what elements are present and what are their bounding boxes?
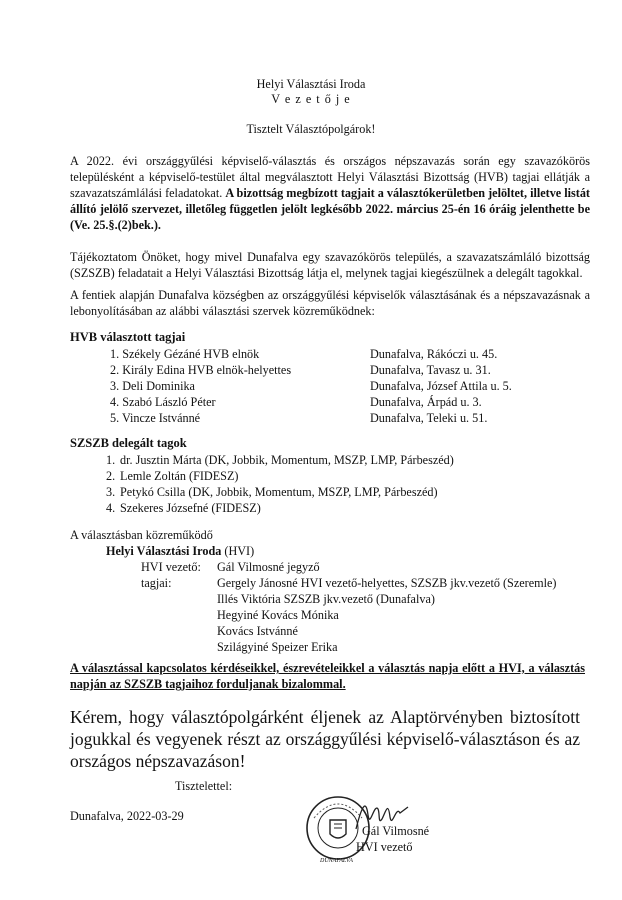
- hvb-heading: HVB választott tagjai: [70, 330, 186, 344]
- szszb-member-name: Szekeres Józsefné (FIDESZ): [120, 501, 261, 515]
- hvb-member-address: Dunafalva, Rákóczi u. 45.: [370, 347, 498, 361]
- szszb-member: [106, 500, 261, 516]
- regards: Tisztelettel:: [175, 779, 233, 793]
- szszb-member-name: dr. Jusztin Márta (DK, Jobbik, Momentum, MSZP, LMP, Párbeszéd): [120, 453, 454, 467]
- hvb-member-name: 1. Székely Gézáné HVB elnök: [110, 347, 260, 361]
- hvb-member-address: Dunafalva, Árpád u. 3.: [370, 395, 482, 409]
- hvb-member-address: Dunafalva, Tavasz u. 31.: [370, 363, 491, 377]
- szszb-member-number: 1.: [106, 453, 116, 467]
- hvi-member: Kovács Istvánné: [217, 624, 298, 638]
- szszb-member-name: Lemle Zoltán (FIDESZ): [120, 469, 239, 483]
- hvi-abbr: (HVI): [224, 544, 255, 558]
- signature-name: Gál Vilmosné: [362, 824, 430, 838]
- szszb-member: [106, 452, 454, 468]
- szszb-member-name: Petykó Csilla (DK, Jobbik, Momentum, MSZP, LMP, Párbeszéd): [120, 485, 438, 499]
- hvi-member: Szilágyiné Speizer Erika: [217, 640, 338, 654]
- szszb-member: [106, 468, 238, 484]
- closing-text: Kérem, hogy választópolgárként éljenek az Alaptörvényben biztosított jogukkal és vegyenek részt az országgyűlési képviselő-választáson és az országos népszavazáson!: [70, 707, 580, 771]
- hvb-member-name: 5. Vincze Istvánné: [110, 411, 201, 425]
- info-paragraph-2: A fentiek alapján Dunafalva községben az országgyűlési képviselők választásának és a népszavazásnak a lebonyolításában az alábbi választási szervek közreműködnek:: [70, 288, 590, 318]
- info-paragraph: Tájékoztatom Önöket, hogy mivel Dunafalva egy szavazókörös település, a szavazatszámláló bizottság (SZSZB) feladatait a Helyi Választási Bizottság látja el, melynek tagjai kiegészülnek a delegált tagokkal.: [70, 250, 590, 280]
- szszb-member-number: 4.: [106, 501, 116, 515]
- hvb-member-name: 2. Király Edina HVB elnök-helyettes: [110, 363, 292, 377]
- hvb-member-address: Dunafalva, József Attila u. 5.: [370, 379, 512, 393]
- hvi-leader-name: Gál Vilmosné jegyző: [217, 560, 320, 574]
- intro-bold: A bizottság megbízott tagjait a választókerületben jelöltet, illetve listát állító jelölő szervezet, illetőleg független jelölt legkésőbb 2022. március 25-én 16 óráig jelenthette be (Ve. 25.§.(2)bek.).: [70, 186, 590, 232]
- hvi-title: Helyi Választási Iroda: [106, 544, 222, 558]
- hvi-intro: A választásban közreműködő: [70, 528, 213, 542]
- hvi-title-line: [106, 543, 254, 559]
- hvb-member-address: Dunafalva, Teleki u. 51.: [370, 411, 488, 425]
- hvi-leader-label: HVI vezető:: [141, 560, 201, 574]
- office-title: Helyi Választási Iroda: [256, 77, 366, 91]
- szszb-member-number: 3.: [106, 485, 116, 499]
- hvi-member: Hegyiné Kovács Mónika: [217, 608, 339, 622]
- szszb-member-number: 2.: [106, 469, 116, 483]
- hvb-member-name: 4. Szabó László Péter: [110, 395, 216, 409]
- szszb-member: [106, 484, 438, 500]
- place-date: Dunafalva, 2022-03-29: [70, 809, 184, 823]
- intro-paragraph: [70, 153, 590, 233]
- hvi-member: Illés Viktória SZSZB jkv.vezető (Dunafalva): [217, 592, 435, 606]
- stamp-text: DUNAFALVA: [320, 858, 353, 864]
- szszb-heading: SZSZB delegált tagok: [70, 436, 187, 450]
- hvi-members-label: tagjai:: [141, 576, 172, 590]
- signature-title: HVI vezető: [356, 840, 413, 854]
- hvi-member: Gergely Jánosné HVI vezető-helyettes, SZSZB jkv.vezető (Szeremle): [217, 576, 557, 590]
- office-role: V e z e t ő j e: [271, 92, 351, 106]
- intro-normal: A 2022. évi országgyűlési képviselő-választás és országos népszavazás során egy szavazókörös településként a képviselő-testület által megválasztott Helyi Választási Bizottság (HVB) tagjai ellátják a szavazatszámlálási feladatokat.: [70, 154, 590, 200]
- notice-text: A választással kapcsolatos kérdéseikkel, észrevételeikkel a választás napja előtt a HVI, a választás napján az SZSZB tagjaihoz forduljanak bizalommal.: [70, 661, 585, 691]
- greeting: Tisztelt Választópolgárok!: [246, 122, 376, 136]
- hvb-member-name: 3. Deli Dominika: [110, 379, 195, 393]
